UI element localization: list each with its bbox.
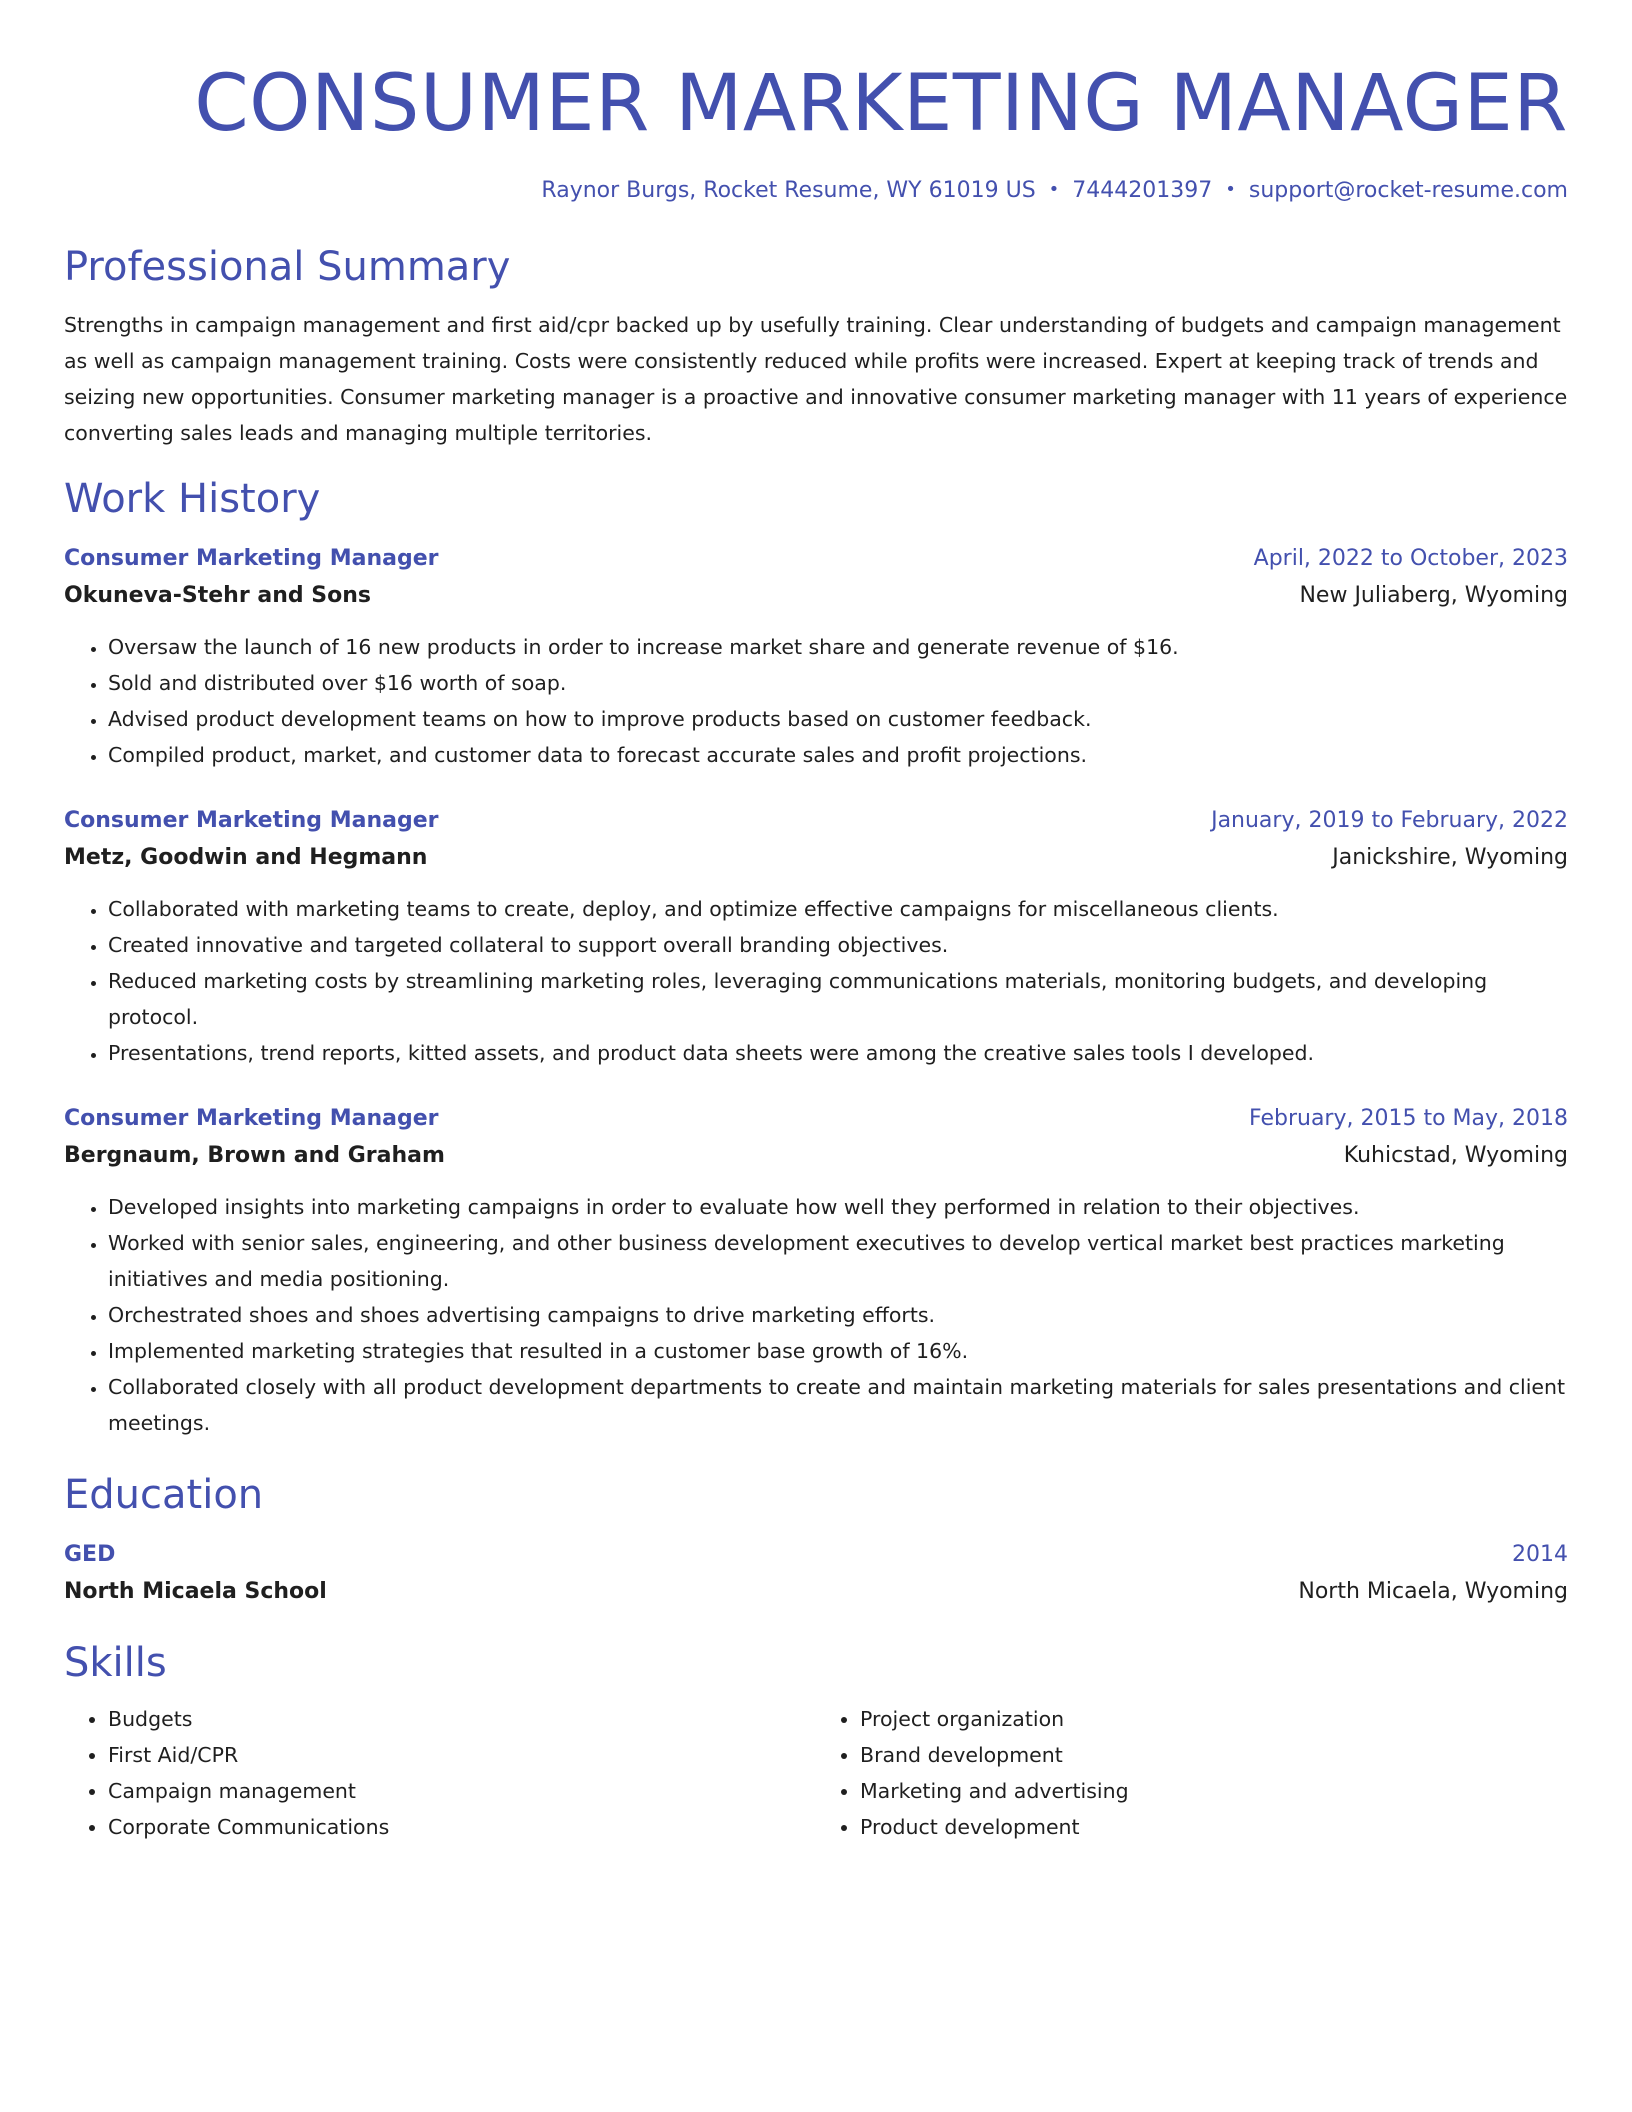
job-bullet: • Presentations, trend reports, kitted assets, and product data sheets were among the creative sales tools I developed. xyxy=(108,1035,1568,1071)
summary-text: Strengths in campaign management and first aid/cpr backed up by usefully training. Clear understanding of budgets and campaign management as well as campaign management training. Costs were consistently reduced while profits were increased. Expert at keeping track of trends and seizing new opportunities. Consumer marketing manager is a proactive and innovative consumer marketing manager with 11 years of experience converting sales leads and managing multiple territories. xyxy=(64,313,1568,445)
skill-item: • Corporate Communications xyxy=(108,1809,816,1845)
job-entry xyxy=(64,541,1568,773)
skills-section xyxy=(64,1637,1568,1845)
job-bullet: • Developed insights into marketing campaigns in order to evaluate how well they performed in relation to their objectives. xyxy=(108,1189,1568,1225)
education-heading: Education xyxy=(64,1472,264,1518)
job-bullet: • Created innovative and targeted collateral to support overall branding objectives. xyxy=(108,927,1568,963)
job-dates: February, 2015 to May, 2018 xyxy=(1249,1106,1568,1131)
job-dates: January, 2019 to February, 2022 xyxy=(1211,808,1568,833)
job-company: Metz, Goodwin and Hegmann xyxy=(64,845,428,870)
resume-page xyxy=(64,0,1568,1845)
education-year: 2014 xyxy=(1512,1542,1568,1567)
education-section xyxy=(64,1469,1568,1611)
job-bullet: • Oversaw the launch of 16 new products in order to increase market share and generate revenue of $16. xyxy=(108,629,1568,665)
job-location: Janickshire, Wyoming xyxy=(1332,845,1568,870)
skills-column-left xyxy=(64,1701,816,1845)
skill-item: • Campaign management xyxy=(108,1773,816,1809)
skill-item: • Product development xyxy=(860,1809,1568,1845)
contact-email: support@rocket-resume.com xyxy=(1248,178,1568,203)
job-title: Consumer Marketing Manager xyxy=(64,1106,439,1131)
job-location: New Juliaberg, Wyoming xyxy=(1299,583,1568,608)
job-location: Kuhicstad, Wyoming xyxy=(1343,1143,1568,1168)
job-bullet: • Collaborated with marketing teams to create, deploy, and optimize effective campaigns for miscellaneous clients. xyxy=(108,891,1568,927)
contact-separator: • xyxy=(1048,179,1060,200)
job-bullet: • Advised product development teams on how to improve products based on customer feedback. xyxy=(108,701,1568,737)
education-degree: GED xyxy=(64,1542,116,1567)
contact-line xyxy=(64,174,1568,207)
job-bullet: • Compiled product, market, and customer data to forecast accurate sales and profit projections. xyxy=(108,737,1568,773)
job-bullet: • Collaborated closely with all product development departments to create and maintain marketing materials for sales presentations and client meetings. xyxy=(108,1369,1568,1441)
job-title: Consumer Marketing Manager xyxy=(64,808,439,833)
job-bullets xyxy=(64,1189,1568,1441)
work-section xyxy=(64,473,1568,1441)
education-location: North Micaela, Wyoming xyxy=(1298,1579,1568,1604)
job-bullets xyxy=(64,629,1568,773)
education-school: North Micaela School xyxy=(64,1579,327,1604)
job-bullet: • Sold and distributed over $16 worth of soap. xyxy=(108,665,1568,701)
skill-item: • Project organization xyxy=(860,1701,1568,1737)
summary-section xyxy=(64,241,1568,451)
summary-heading: Professional Summary xyxy=(64,244,511,290)
job-entry xyxy=(64,803,1568,1071)
job-title: Consumer Marketing Manager xyxy=(64,546,439,571)
skills-column-right xyxy=(816,1701,1568,1845)
job-dates: April, 2022 to October, 2023 xyxy=(1253,546,1568,571)
skills-grid xyxy=(64,1701,1568,1845)
job-bullet: • Orchestrated shoes and shoes advertising campaigns to drive marketing efforts. xyxy=(108,1297,1568,1333)
job-bullet: • Worked with senior sales, engineering, and other business development executives to develop vertical market best practices marketing initiatives and media positioning. xyxy=(108,1225,1568,1297)
skills-heading: Skills xyxy=(64,1640,167,1686)
job-company: Bergnaum, Brown and Graham xyxy=(64,1143,445,1168)
job-bullet: • Reduced marketing costs by streamlining marketing roles, leveraging communications materials, monitoring budgets, and developing protocol. xyxy=(108,963,1568,1035)
skill-item: • Brand development xyxy=(860,1737,1568,1773)
contact-separator: • xyxy=(1225,179,1236,200)
contact-phone: 7444201397 xyxy=(1072,178,1213,203)
skill-item: • Marketing and advertising xyxy=(860,1773,1568,1809)
contact-address: Raynor Burgs, Rocket Resume, WY 61019 US xyxy=(541,178,1036,203)
skill-item: • Budgets xyxy=(108,1701,816,1737)
page-title: CONSUMER MARKETING MANAGER xyxy=(194,59,1568,149)
skill-item: • First Aid/CPR xyxy=(108,1737,816,1773)
job-bullets xyxy=(64,891,1568,1071)
work-heading: Work History xyxy=(64,476,321,522)
job-bullet: • Implemented marketing strategies that resulted in a customer base growth of 16%. xyxy=(108,1333,1568,1369)
job-entry xyxy=(64,1101,1568,1441)
job-company: Okuneva-Stehr and Sons xyxy=(64,583,371,608)
